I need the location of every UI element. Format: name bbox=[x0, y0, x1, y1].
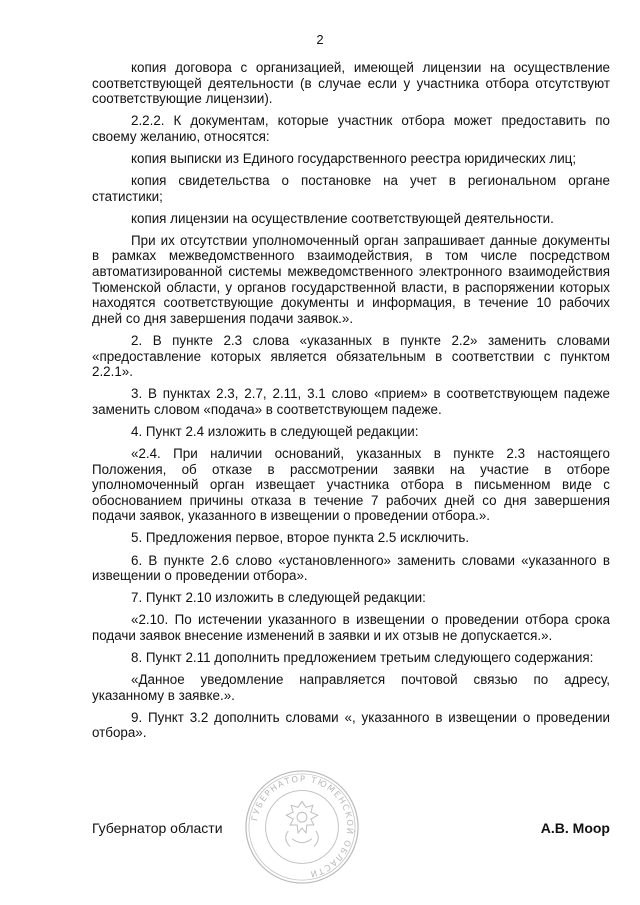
paragraph: копия договора с организацией, имеющей лицензии на осуществление соответствующей деятельности (в случае если у участника отбора отсутствуют соответствующие лицензии). bbox=[92, 60, 610, 107]
document-body bbox=[92, 60, 610, 747]
paragraph: копия выписки из Единого государственного реестра юридических лиц; bbox=[131, 150, 577, 166]
paragraph: копия свидетельства о постановке на учет в региональном органе статистики; bbox=[92, 173, 610, 204]
page-number: 2 bbox=[316, 32, 324, 47]
paragraph: При их отсутствии уполномоченный орган запрашивает данные документы в рамках межведомственного взаимодействия, в том числе посредством автоматизированной системы межведомственного электронного взаимодействия Тюменской области, у органов государственной власти, в распоряжении которых находятся соответствующие документы и информация, в течение 10 рабочих дней со дня завершения подачи заявок.». bbox=[92, 232, 610, 326]
signatory-name: А.В. Моор bbox=[540, 820, 610, 836]
paragraph: «Данное уведомление направляется почтовой связью по адресу, указанному в заявке.». bbox=[92, 672, 610, 703]
paragraph: 2.2.2. К документам, которые участник отбора может предоставить по своему желанию, относятся: bbox=[92, 113, 610, 144]
paragraph: 9. Пункт 3.2 дополнить словами «, указанного в извещении о проведении отбора». bbox=[92, 709, 610, 741]
paragraph: 2. В пункте 2.3 слова «указанных в пункте 2.2» заменить словами «предоставление которых является обязательным в соответствии с пунктом 2.2.1». bbox=[92, 332, 610, 380]
paragraph: 4. Пункт 2.4 изложить в следующей редакции: bbox=[131, 423, 419, 439]
signatory-title: Губернатор области bbox=[92, 820, 223, 836]
paragraph: 8. Пункт 2.11 дополнить предложением третьим следующего содержания: bbox=[131, 650, 594, 665]
paragraph: «2.4. При наличии оснований, указанных в пункте 2.3 настоящего Положения, об отказе в рассмотрении заявки на участие в отборе уполномоченный орган извещает участника отбора в письменном виде с обоснованием причины отказа в течение 7 рабочих дней со дня завершения подачи заявок, указанного в извещении о проведении отбора.». bbox=[92, 445, 610, 524]
paragraph: копия лицензии на осуществление соответствующей деятельности. bbox=[131, 210, 554, 226]
signature-block bbox=[92, 820, 610, 840]
paragraph: 6. В пункте 2.6 слово «установленного» заменить словами «указанного в извещении о проведении отбора». bbox=[92, 552, 610, 584]
paragraph: 7. Пункт 2.10 изложить в следующей редакции: bbox=[131, 590, 426, 606]
paragraph: 3. В пунктах 2.3, 2.7, 2.11, 3.1 слово «прием» в соответствующем падеже заменить словом «подача» в соответствующем падеже. bbox=[92, 386, 610, 417]
seal-text-path: ГУБЕРНАТОР ТЮМЕНСКОЙ ОБЛАСТИ bbox=[249, 773, 356, 880]
paragraph: «2.10. По истечении указанного в извещении о проведении отбора срока подачи заявок внесение изменений в заявки и их отзыв не допускается.». bbox=[92, 612, 610, 643]
paragraph: 5. Предложения первое, второе пункта 2.5 исключить. bbox=[131, 530, 470, 546]
